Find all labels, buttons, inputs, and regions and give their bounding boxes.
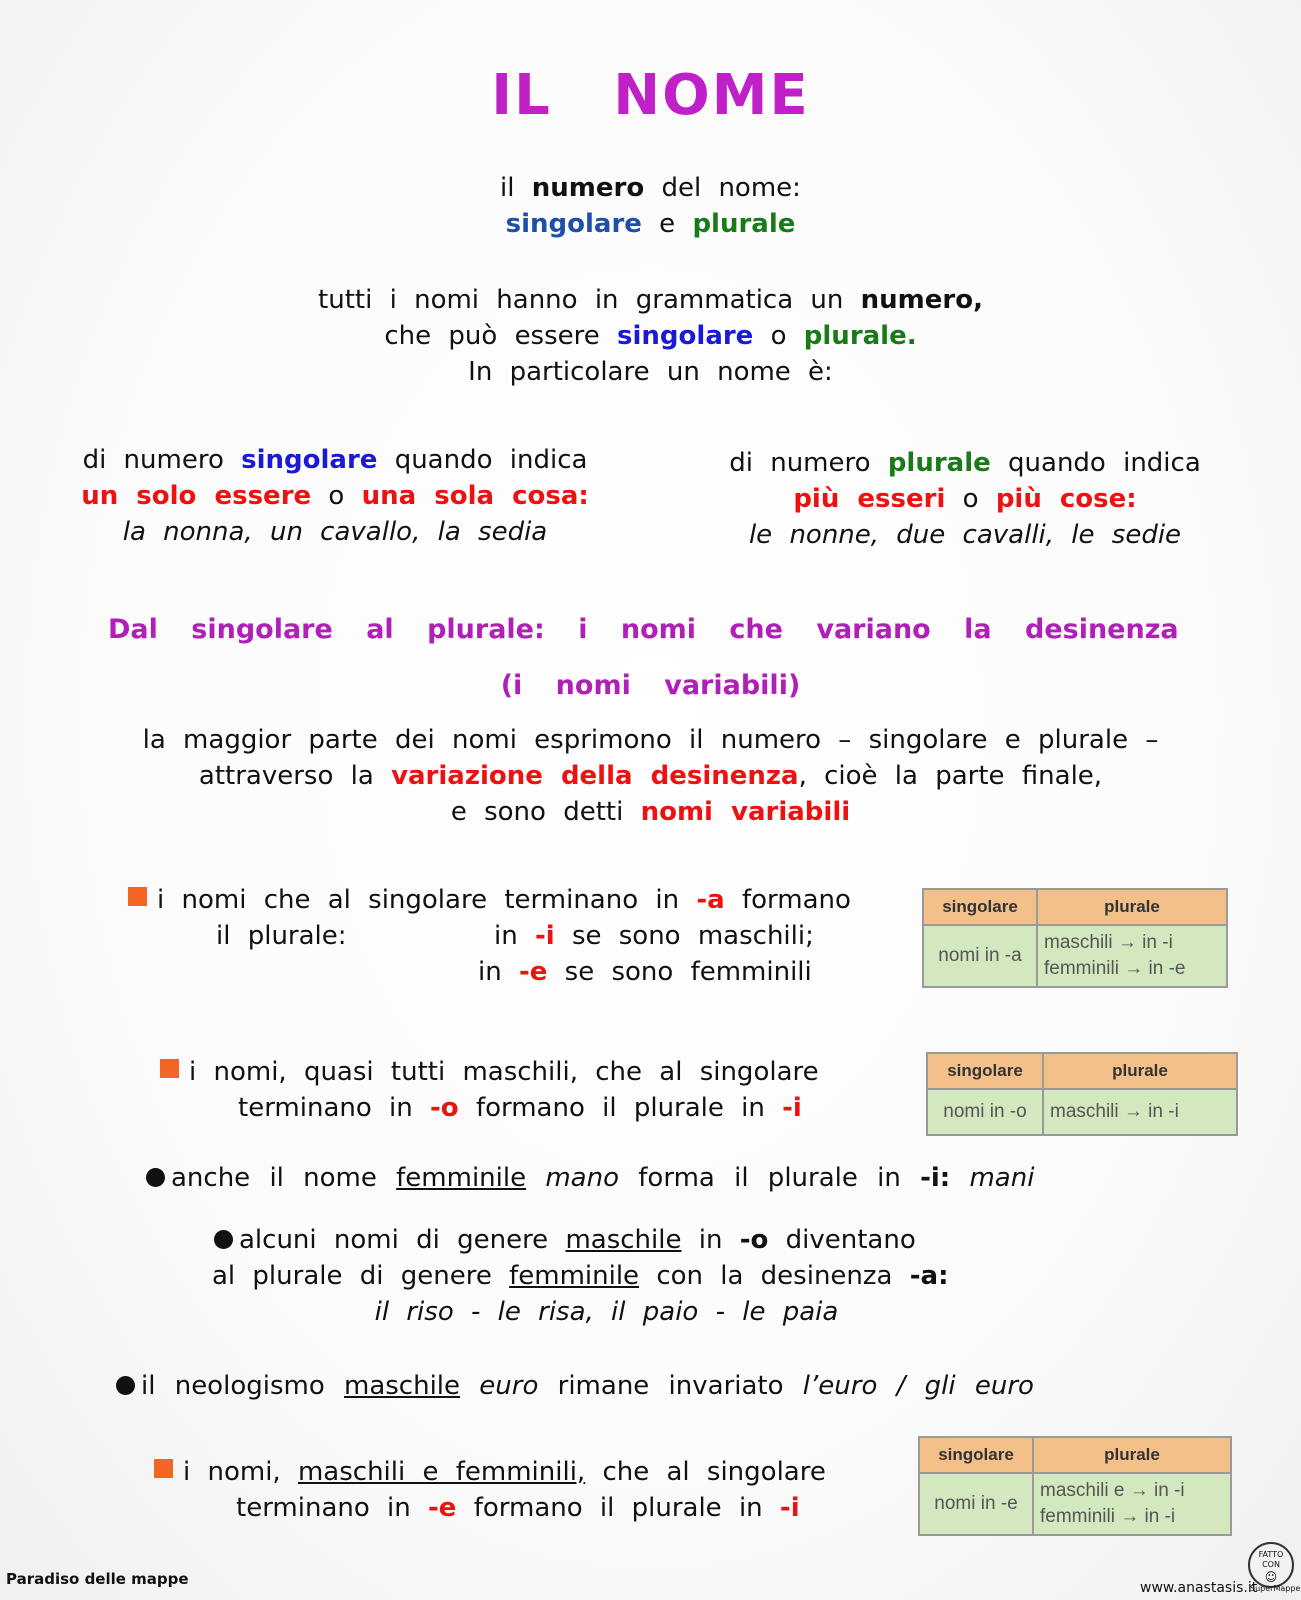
note-text: diventano	[785, 1225, 916, 1255]
rule1-line-2a: il plurale:	[216, 921, 347, 951]
title-word-nome: NOME	[613, 63, 810, 128]
col-singolare: singolare	[241, 445, 378, 475]
table-header-singolare: singolare	[919, 1437, 1033, 1473]
rule-red: -a	[696, 885, 725, 915]
para1-text: tutti i nomi hanno in grammatica un	[318, 285, 844, 315]
singolare-examples: la nonna, un cavallo, la sedia	[122, 517, 548, 547]
orange-square-bullet-icon	[154, 1459, 173, 1478]
table-cell-singolare: nomi in -a	[923, 925, 1037, 987]
note-italic: euro	[479, 1371, 539, 1401]
para2-text: e sono detti	[450, 797, 624, 827]
para1-line-2	[0, 318, 1301, 354]
note-text: anche il nome	[171, 1163, 377, 1193]
table-a-endings	[922, 888, 1228, 988]
col-text: quando indica	[394, 445, 588, 475]
note-underlined: maschile	[344, 1371, 461, 1401]
table-cell-line: femminili → in -i	[1040, 1506, 1176, 1527]
para1-line-3: In particolare un nome è:	[468, 357, 833, 387]
col-red: un solo essere	[81, 481, 312, 511]
rule-red: -i	[779, 1493, 800, 1523]
table-cell-line: femminili → in -e	[1044, 958, 1186, 979]
singolare-line-2	[50, 478, 620, 514]
plurale-column	[680, 445, 1250, 553]
table-header-singolare: singolare	[923, 889, 1037, 925]
black-dot-bullet-icon	[214, 1230, 233, 1249]
plurale-line-1	[680, 445, 1250, 481]
intro-numero: numero	[531, 173, 645, 203]
rule-text: i nomi,	[183, 1457, 281, 1487]
note2-line-2	[212, 1258, 948, 1294]
table-o-endings	[926, 1052, 1238, 1136]
rule-text: terminano in	[238, 1093, 413, 1123]
rule-text: i nomi, quasi tutti maschili, che al singolare	[189, 1057, 819, 1087]
col-red: più cose:	[995, 484, 1137, 514]
table-header-plurale: plurale	[1043, 1053, 1237, 1089]
rule-red: -i	[782, 1093, 802, 1123]
para2-line-3	[0, 794, 1301, 830]
note-text: in	[698, 1225, 723, 1255]
rule-text: in	[478, 957, 502, 987]
note-bold: -i:	[920, 1163, 951, 1193]
page-title	[0, 62, 1301, 130]
col-text: o	[328, 481, 345, 511]
col-text: o	[962, 484, 979, 514]
orange-square-bullet-icon	[128, 887, 147, 906]
para1-line-1	[0, 282, 1301, 318]
rule-text: terminano in	[236, 1493, 411, 1523]
rule-text: che al singolare	[602, 1457, 826, 1487]
rule-red: -o	[430, 1093, 459, 1123]
logo-text-bottom: SuperMappe	[1250, 1584, 1301, 1593]
intro-singolare: singolare	[505, 209, 642, 239]
title-word-il: IL	[491, 63, 552, 128]
table-cell-plurale	[1033, 1473, 1231, 1535]
orange-square-bullet-icon	[160, 1059, 179, 1078]
table-header-singolare: singolare	[927, 1053, 1043, 1089]
note-underlined: femminile	[509, 1261, 640, 1291]
intro-line-1	[0, 170, 1301, 206]
col-text: quando indica	[1008, 448, 1201, 478]
section-subheading: (i nomi variabili)	[500, 670, 801, 701]
rule3-line-2	[236, 1490, 800, 1526]
rule-text: se sono femminili	[564, 957, 812, 987]
rule1-line-1	[128, 882, 851, 918]
col-text: di numero	[729, 448, 871, 478]
note-text: con la desinenza	[656, 1261, 893, 1291]
para2-text: attraverso la	[198, 761, 374, 791]
table-cell-plurale	[1037, 925, 1227, 987]
para1-text: o	[770, 321, 787, 351]
para2-red: variazione della desinenza	[391, 761, 799, 791]
table-cell-plurale: maschili → in -i	[1043, 1089, 1237, 1135]
col-red: più esseri	[793, 484, 946, 514]
note-italic: mano	[545, 1163, 620, 1193]
note-italic: l’euro / gli euro	[802, 1371, 1034, 1401]
para2-line-2	[0, 758, 1301, 794]
para2-line-1: la maggior parte dei nomi esprimono il numero – singolare e plurale –	[142, 725, 1159, 755]
rule1-line-3	[478, 954, 812, 990]
table-header-plurale: plurale	[1037, 889, 1227, 925]
intro-line-2	[0, 206, 1301, 242]
rule-text: i nomi che al singolare terminano in	[157, 885, 680, 915]
section-heading: Dal singolare al plurale: i nomi che variano la desinenza	[108, 614, 1179, 645]
rule-underlined: maschili e femminili,	[297, 1457, 586, 1487]
note-italic: mani	[969, 1163, 1035, 1193]
rule2-line-1	[160, 1054, 819, 1090]
note-text: forma il plurale in	[638, 1163, 901, 1193]
note-text: rimane invariato	[557, 1371, 784, 1401]
para1-numero: numero,	[860, 285, 983, 315]
supermappe-logo-icon: FATTO CON ☺ SuperMappe	[1248, 1542, 1294, 1588]
table-cell-singolare: nomi in -e	[919, 1473, 1033, 1535]
rule3-line-1	[154, 1454, 826, 1490]
table-cell-line: maschili e → in -i	[1040, 1480, 1185, 1501]
note-underlined: maschile	[565, 1225, 682, 1255]
intro-text: il	[500, 173, 515, 203]
plurale-line-2	[680, 481, 1250, 517]
rule-text: formano	[741, 885, 851, 915]
table-e-endings	[918, 1436, 1232, 1536]
note-text: il neologismo	[141, 1371, 325, 1401]
table-cell-singolare: nomi in -o	[927, 1089, 1043, 1135]
table-cell-line: maschili → in -i	[1044, 932, 1173, 953]
singolare-line-1	[50, 442, 620, 478]
note2-examples: il riso - le risa, il paio - le paia	[374, 1297, 839, 1327]
para2-text: , cioè la parte finale,	[798, 761, 1103, 791]
footer-url[interactable]: www.anastasis.it	[1140, 1580, 1258, 1596]
rule1-line-2b	[494, 918, 814, 954]
rule-red: -i	[534, 921, 555, 951]
note-bold: -a:	[909, 1261, 949, 1291]
table-header-plurale: plurale	[1033, 1437, 1231, 1473]
rule-text: in	[494, 921, 518, 951]
intro-text: del nome:	[661, 173, 801, 203]
rule-red: -e	[428, 1493, 457, 1523]
para1-plurale: plurale.	[803, 321, 917, 351]
note-text: alcuni nomi di genere	[239, 1225, 549, 1255]
rule-text: se sono maschili;	[571, 921, 814, 951]
black-dot-bullet-icon	[146, 1168, 165, 1187]
note3-line	[116, 1368, 1034, 1404]
para1-text: che può essere	[384, 321, 600, 351]
note-bold: -o	[739, 1225, 769, 1255]
para1-singolare: singolare	[617, 321, 754, 351]
logo-text-top: FATTO CON	[1258, 1550, 1284, 1569]
singolare-column	[50, 442, 620, 550]
intro-plurale: plurale	[692, 209, 796, 239]
footer-brand: Paradiso delle mappe	[6, 1570, 189, 1588]
note-text: al plurale di genere	[212, 1261, 492, 1291]
intro-text: e	[659, 209, 676, 239]
black-dot-bullet-icon	[116, 1376, 135, 1395]
note-underlined: femminile	[396, 1163, 527, 1193]
para2-red: nomi variabili	[640, 797, 851, 827]
col-red: una sola cosa:	[361, 481, 589, 511]
col-plurale: plurale	[887, 448, 991, 478]
rule-text: formano il plurale in	[475, 1093, 765, 1123]
col-text: di numero	[82, 445, 224, 475]
note1-line	[146, 1160, 1034, 1196]
rule2-line-2	[238, 1090, 802, 1126]
rule-text: formano il plurale in	[473, 1493, 763, 1523]
rule-red: -e	[518, 957, 548, 987]
plurale-examples: le nonne, due cavalli, le sedie	[748, 520, 1182, 550]
note2-line-1	[214, 1222, 916, 1258]
